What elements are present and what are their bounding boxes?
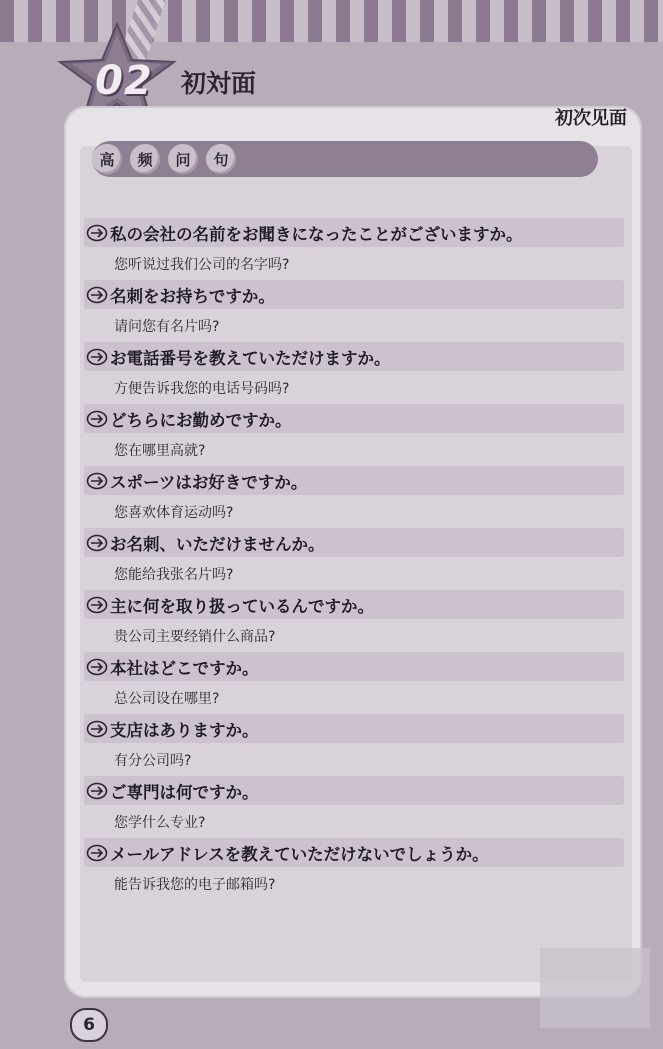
phrase-item xyxy=(84,466,624,528)
phrase-item xyxy=(84,590,624,652)
arrow-bullet-icon xyxy=(86,720,108,738)
japanese-phrase: 名刺をお持ちですか。 xyxy=(110,287,275,306)
phrase-item xyxy=(84,280,624,342)
japanese-phrase: 支店はありますか。 xyxy=(110,721,259,740)
chinese-translation: 您在哪里高就? xyxy=(114,443,206,459)
arrow-bullet-icon xyxy=(86,844,108,862)
page-number-badge xyxy=(70,1008,108,1042)
chinese-translation: 您喜欢体育运动吗? xyxy=(114,505,234,521)
banner-char: 问 xyxy=(168,144,198,174)
chinese-translation: 您听说过我们公司的名字吗? xyxy=(114,257,290,273)
chinese-translation: 您能给我张名片吗? xyxy=(114,567,234,583)
arrow-bullet-icon xyxy=(86,596,108,614)
phrase-item xyxy=(84,218,624,280)
phrase-item xyxy=(84,528,624,590)
japanese-phrase: 主に何を取り扱っているんですか。 xyxy=(110,597,374,616)
chinese-translation: 有分公司吗? xyxy=(114,753,192,769)
chinese-translation: 您学什么专业? xyxy=(114,815,206,831)
banner-title xyxy=(92,141,236,177)
banner-char: 频 xyxy=(130,144,160,174)
phrase-item xyxy=(84,342,624,404)
page-number: 6 xyxy=(83,1015,95,1035)
japanese-phrase: どちらにお勤めですか。 xyxy=(110,411,292,430)
chinese-translation: 请问您有名片吗? xyxy=(114,319,220,335)
arrow-bullet-icon xyxy=(86,658,108,676)
japanese-phrase: お電話番号を教えていただけますか。 xyxy=(110,349,391,368)
phrase-item xyxy=(84,404,624,466)
chinese-translation: 方便告诉我您的电话号码吗? xyxy=(114,381,290,397)
arrow-bullet-icon xyxy=(86,224,108,242)
phrase-list xyxy=(84,218,624,900)
corner-decoration xyxy=(540,948,650,1028)
phrase-item xyxy=(84,652,624,714)
phrase-item xyxy=(84,714,624,776)
japanese-phrase: ご専門は何ですか。 xyxy=(110,783,259,802)
banner-char: 句 xyxy=(206,144,236,174)
japanese-phrase: スポーツはお好きですか。 xyxy=(110,473,308,492)
japanese-phrase: メールアドレスを教えていただけないでしょうか。 xyxy=(110,845,489,864)
chapter-title: 初対面 xyxy=(181,69,257,98)
phrase-item xyxy=(84,776,624,838)
chinese-translation: 总公司设在哪里? xyxy=(114,691,220,707)
japanese-phrase: お名刺、いただけませんか。 xyxy=(110,535,325,554)
chapter-number: 02 xyxy=(95,58,153,104)
arrow-bullet-icon xyxy=(86,348,108,366)
banner-char: 高 xyxy=(92,144,122,174)
japanese-phrase: 私の会社の名前をお聞きになったことがございますか。 xyxy=(110,225,523,244)
chinese-translation: 贵公司主要经销什么商品? xyxy=(114,629,276,645)
phrase-item xyxy=(84,838,624,900)
section-subtitle: 初次见面 xyxy=(555,108,627,129)
japanese-phrase: 本社はどこですか。 xyxy=(110,659,259,678)
chinese-translation: 能告诉我您的电子邮箱吗? xyxy=(114,877,276,893)
arrow-bullet-icon xyxy=(86,472,108,490)
arrow-bullet-icon xyxy=(86,410,108,428)
arrow-bullet-icon xyxy=(86,534,108,552)
arrow-bullet-icon xyxy=(86,286,108,304)
arrow-bullet-icon xyxy=(86,782,108,800)
